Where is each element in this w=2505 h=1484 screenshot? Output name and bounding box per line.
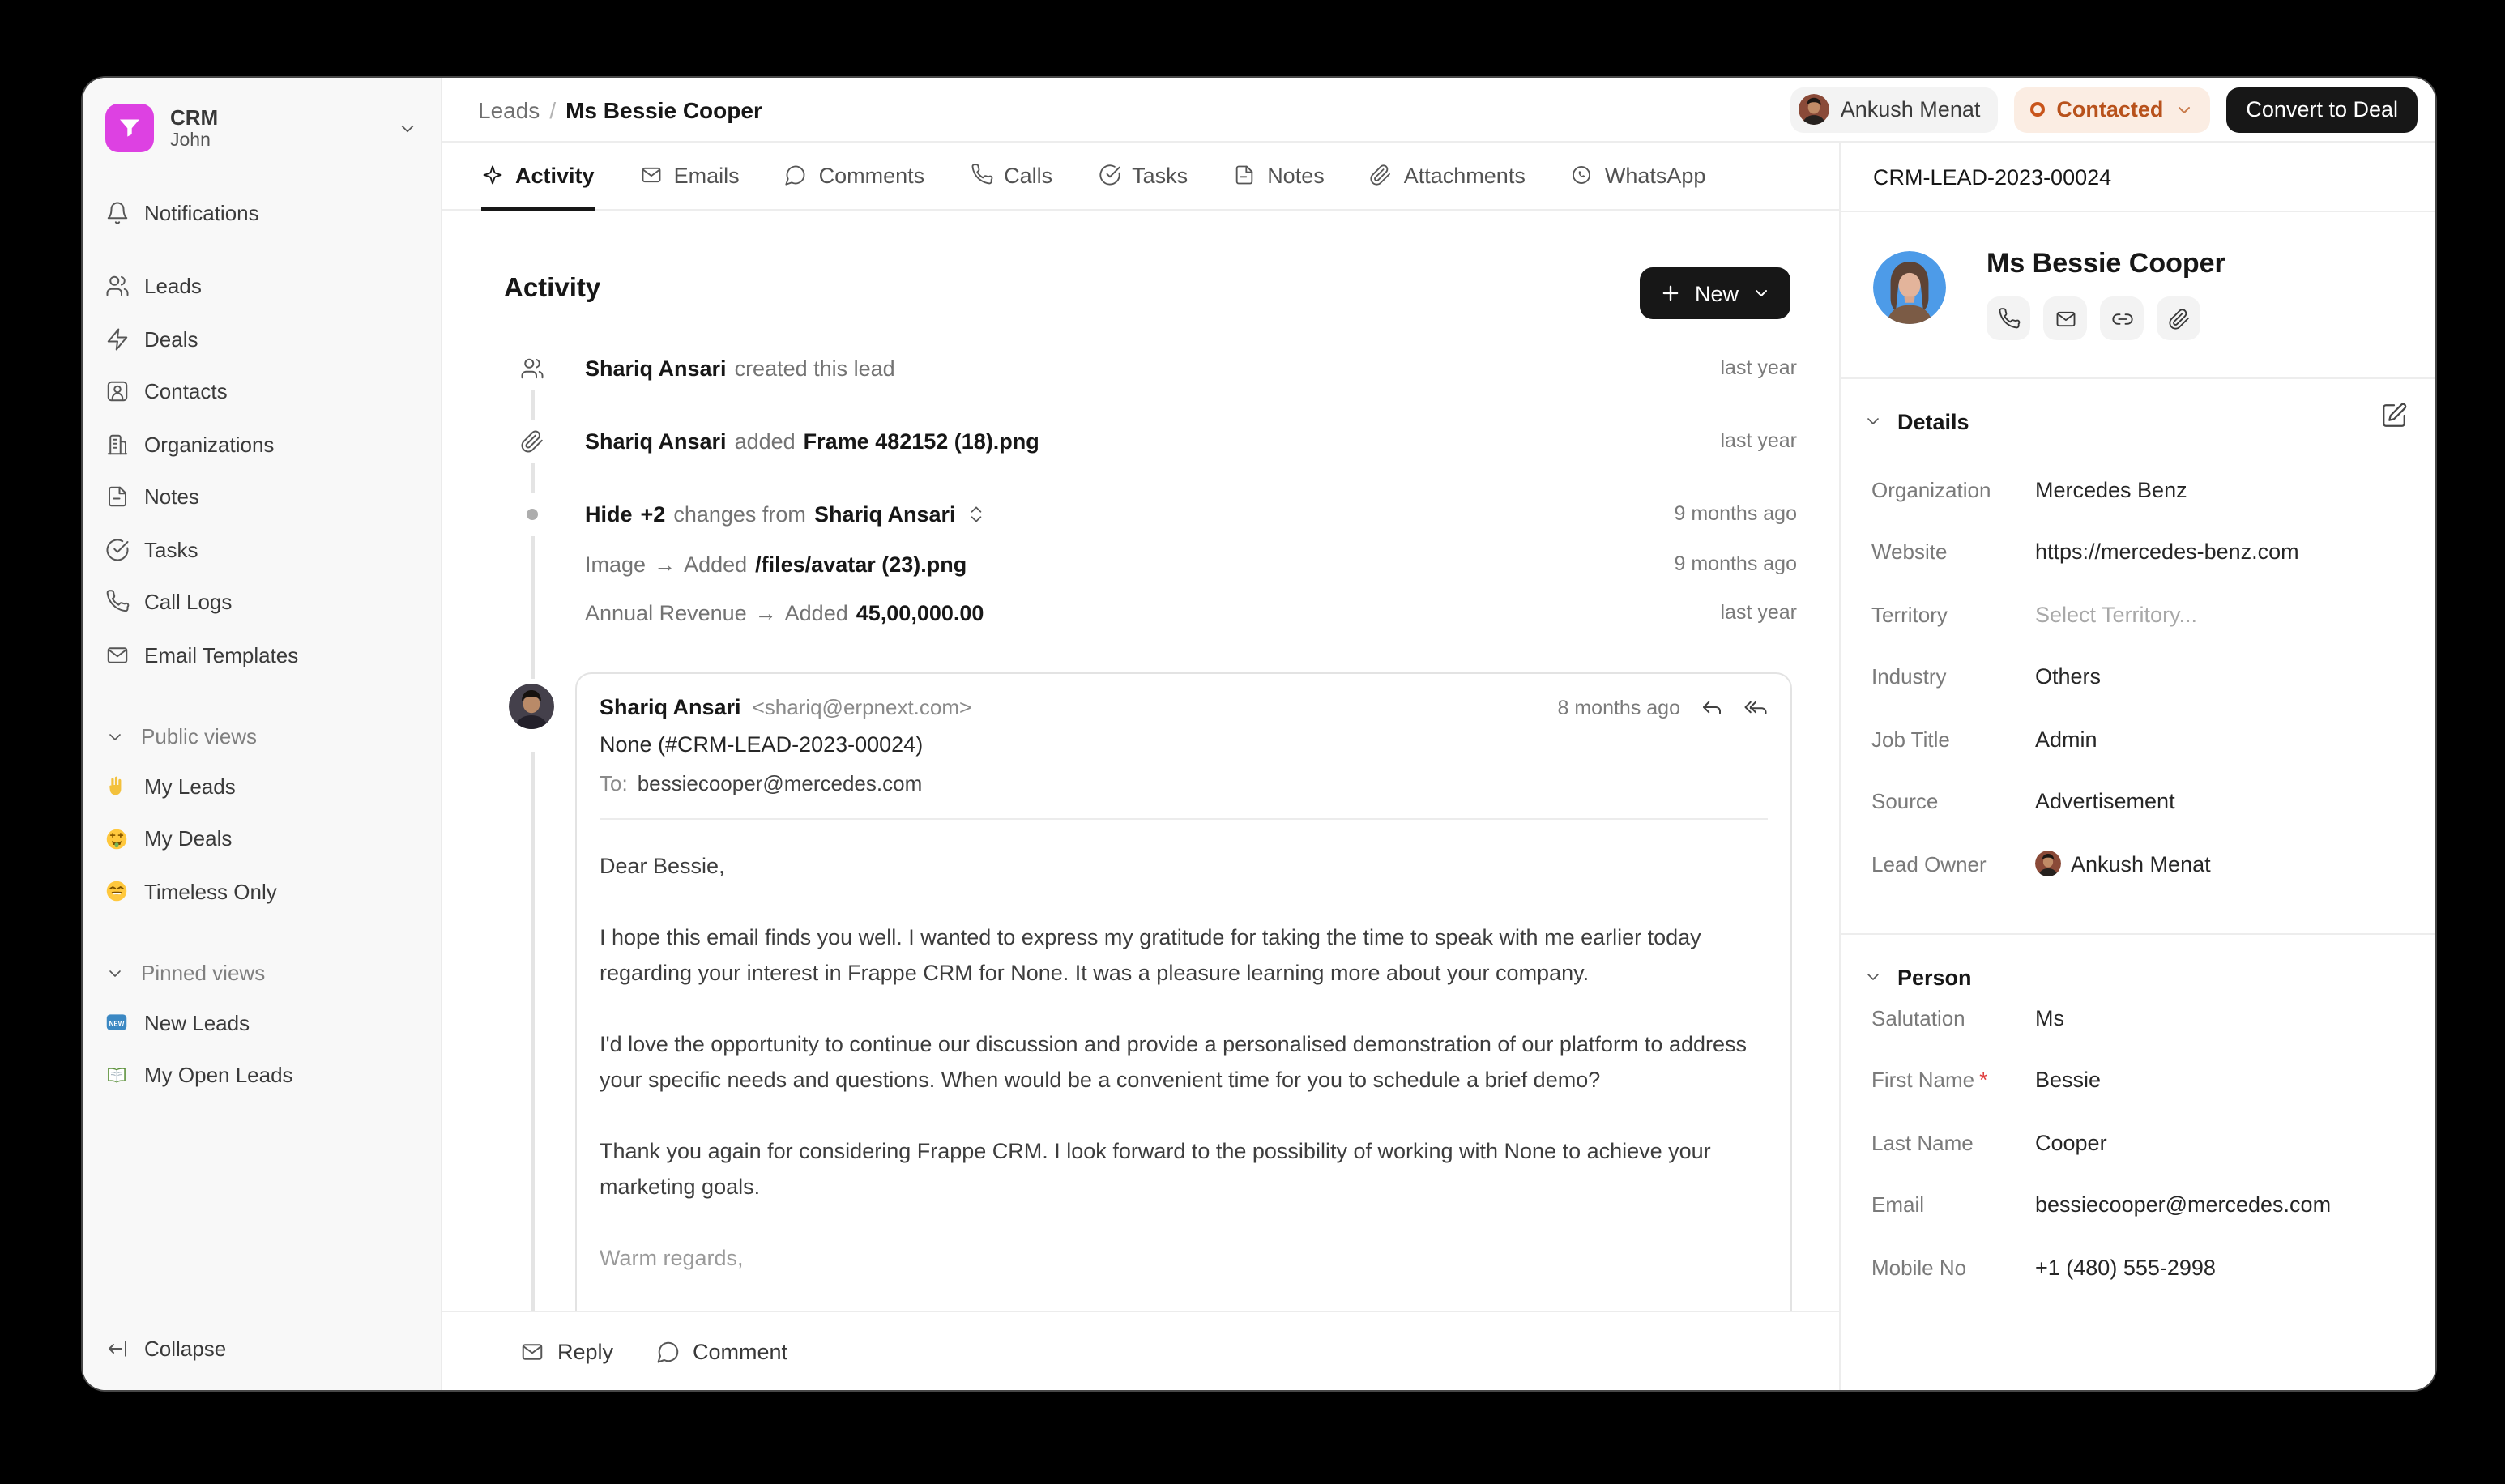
attachment-file-link[interactable]: Frame 482152 (18).png [803, 429, 1039, 453]
new-button-label: New [1694, 281, 1739, 305]
timeline-row-image-change [504, 541, 1797, 586]
sidebar-item-my-deals[interactable] [96, 817, 428, 860]
sidebar-item-notifications[interactable] [96, 191, 428, 235]
field-value[interactable]: Admin [2035, 727, 2097, 751]
chevron-down-icon [1752, 284, 1771, 303]
funnel-icon [115, 113, 144, 143]
tab-label: Notes [1267, 163, 1325, 187]
top-bar [442, 78, 2435, 143]
action-text: changes from [673, 501, 806, 526]
tab-label: WhatsApp [1604, 163, 1706, 187]
divider [1841, 377, 2435, 379]
avatar [509, 684, 554, 729]
public-views-header[interactable] [96, 719, 428, 754]
reply-all-icon[interactable] [1743, 695, 1768, 719]
field-value[interactable]: Others [2035, 663, 2102, 688]
money-face-emoji [105, 827, 128, 850]
field-value[interactable]: https://mercedes-benz.com [2035, 539, 2299, 563]
chevron-down-icon [105, 727, 125, 746]
hide-changes-toggle[interactable]: Hide [585, 501, 633, 526]
changes-count: +2 [640, 501, 666, 526]
timeline-row-created [504, 345, 1797, 390]
tab-attachments[interactable] [1370, 143, 1526, 211]
tab-label: Attachments [1403, 163, 1526, 187]
actor-name: Shariq Ansari [813, 501, 956, 526]
sidebar-item-label: New Leads [144, 1010, 250, 1034]
arrow-glyph: → [654, 552, 676, 576]
section-title: Details [1897, 409, 1969, 433]
email-to-value: bessiecooper@mercedes.com [637, 771, 923, 795]
tasks-icon [105, 537, 130, 561]
new-badge-emoji [105, 1011, 128, 1034]
new-button[interactable] [1640, 267, 1790, 319]
tab-label: Comments [818, 163, 925, 187]
field-placeholder[interactable]: Select Territory... [2035, 602, 2198, 626]
field-label: Last Name [1871, 1130, 1974, 1154]
tab-tasks[interactable] [1098, 143, 1188, 211]
composer-bar [442, 1311, 1839, 1390]
leads-icon [105, 274, 130, 298]
sidebar-item-label: Collapse [144, 1337, 227, 1361]
attachments-icon [1370, 164, 1393, 186]
action-text: Added [784, 600, 848, 625]
email-button[interactable] [2043, 296, 2087, 340]
email-paragraph: Dear Bessie, [600, 854, 725, 878]
edit-icon[interactable] [2380, 402, 2408, 429]
assignee-name: Ankush Menat [1840, 97, 1981, 122]
status-label: Contacted [2056, 97, 2164, 122]
rock-hand-emoji [105, 774, 128, 797]
sidebar-item-label: My Leads [144, 774, 236, 798]
chevron-down-icon [2174, 100, 2194, 119]
lead-details-panel [1839, 143, 2435, 1390]
field-value[interactable]: Bessie [2035, 1067, 2102, 1091]
status-ring-icon [2030, 102, 2045, 117]
email-paragraph: I'd love the opportunity to continue our discussion and provide a personalised demonstration of our platform to address your specific needs and questions. When would be a convenient time for you to schedule a brief demo? [600, 1031, 1747, 1092]
owner-name: Ankush Menat [2071, 851, 2211, 876]
app-name: CRM [170, 104, 219, 129]
timestamp: last year [1720, 356, 1797, 379]
timeline-connector [531, 390, 534, 420]
chevron-down-icon [1863, 412, 1883, 431]
tab-activity[interactable] [481, 143, 595, 211]
tab-whatsapp[interactable] [1571, 143, 1706, 211]
email-templates-icon [105, 642, 130, 667]
timeline-connector [531, 463, 534, 493]
divider [1841, 933, 2435, 935]
sidebar-item-call-logs[interactable] [96, 580, 428, 624]
app-window [83, 78, 2435, 1390]
sidebar-item-label: Timeless Only [144, 879, 277, 903]
tab-label: Activity [515, 163, 595, 187]
tab-comments[interactable] [785, 143, 925, 211]
field-label: Source [1871, 788, 1939, 812]
actor-name: Shariq Ansari [585, 429, 727, 453]
sidebar-item-label: Deals [144, 326, 198, 351]
field-label: Email [1871, 1192, 1925, 1216]
tab-label: Calls [1004, 163, 1053, 187]
comments-icon [785, 164, 808, 186]
link-button[interactable] [2100, 296, 2144, 340]
comment-icon [655, 1339, 680, 1363]
workspace-user: John [170, 130, 211, 150]
calls-icon [970, 164, 992, 186]
email-paragraph: Thank you again for considering Frappe CRM. I look forward to the possibility of working with None to achieve your marketing goals. [600, 1138, 1711, 1199]
notes-icon [1233, 164, 1256, 186]
deals-icon [105, 326, 130, 351]
plus-icon [1659, 282, 1682, 305]
person-row-mobile [1871, 1251, 2435, 1283]
paperclip-icon [2167, 307, 2190, 330]
detail-row-lead-owner [1871, 847, 2435, 880]
sidebar-item-deals[interactable] [96, 317, 428, 360]
field-value[interactable]: Cooper [2035, 1130, 2107, 1154]
organizations-icon [105, 432, 130, 456]
call-button[interactable] [1987, 296, 2030, 340]
sidebar-item-label: Call Logs [144, 590, 233, 614]
timeline-row-revenue-change [504, 590, 1797, 635]
timestamp: last year [1720, 429, 1797, 452]
field-name: Annual Revenue [585, 600, 747, 625]
breadcrumb [478, 96, 762, 122]
email-sender-name: Shariq Ansari [600, 695, 741, 719]
actor-name: Shariq Ansari [585, 356, 727, 380]
collapse-icon [105, 1337, 130, 1361]
email-timestamp: 8 months ago [1557, 696, 1680, 719]
section-title: Person [1897, 965, 1972, 989]
sidebar-item-label: Notifications [144, 201, 259, 225]
action-text: Added [684, 552, 748, 576]
lead-record-id[interactable]: CRM-LEAD-2023-00024 [1841, 143, 2435, 212]
crm-logo [105, 104, 154, 152]
sidebar-item-my-leads[interactable] [96, 764, 428, 808]
sidebar-item-new-leads[interactable] [96, 1000, 428, 1044]
convert-to-deal-button[interactable]: Convert to Deal [2226, 87, 2418, 132]
sidebar-item-label: My Open Leads [144, 1063, 293, 1087]
avatar [1799, 94, 1829, 125]
emails-icon [640, 164, 663, 186]
contacts-icon [105, 379, 130, 403]
sidebar-item-contacts[interactable] [96, 369, 428, 413]
person-row-first-name [1871, 1063, 2435, 1095]
leads-icon [520, 356, 544, 380]
person-row-email [1871, 1188, 2435, 1220]
sidebar-item-leads[interactable] [96, 264, 428, 308]
lead-name: Ms Bessie Cooper [1987, 248, 2225, 279]
comment-button[interactable] [655, 1339, 787, 1363]
sidebar-item-label: Tasks [144, 537, 198, 561]
sidebar-item-label: Leads [144, 274, 202, 298]
assignee-pill[interactable] [1790, 87, 1999, 132]
timeline-row-changes [504, 491, 1797, 536]
email-to-label: To: [600, 771, 628, 795]
sidebar-item-my-open-leads[interactable] [96, 1053, 428, 1097]
sidebar-item-tasks[interactable] [96, 527, 428, 571]
notes-icon [105, 484, 130, 509]
reply-button[interactable] [520, 1339, 613, 1363]
activity-icon [481, 164, 504, 186]
sidebar-item-label: Email Templates [144, 642, 299, 667]
envelope-icon [2054, 307, 2076, 330]
email-body [577, 820, 1790, 1277]
activity-feed [442, 211, 1839, 1311]
field-value[interactable] [2035, 851, 2435, 876]
svg-text:NEW: NEW [109, 1020, 125, 1028]
timestamp: 9 months ago [1674, 502, 1797, 525]
email-subject: None (#CRM-LEAD-2023-00024) [600, 732, 924, 757]
detail-row-territory [1871, 598, 2435, 630]
tab-calls[interactable] [970, 143, 1052, 211]
sidebar-item-label: Notes [144, 484, 199, 509]
tab-label: Tasks [1132, 163, 1188, 187]
section-title: Pinned views [141, 961, 266, 985]
field-label: First Name * [1871, 1067, 1988, 1091]
timestamp: last year [1720, 601, 1797, 624]
sidebar-item-notes[interactable] [96, 475, 428, 518]
paperclip-icon [520, 429, 544, 453]
field-value[interactable]: Mercedes Benz [2035, 477, 2187, 501]
detail-row-organization [1871, 473, 2435, 505]
field-value: /files/avatar (23).png [755, 552, 967, 576]
reply-label: Reply [557, 1339, 614, 1363]
email-sender-address: <shariq@erpnext.com> [752, 695, 972, 719]
tab-notes[interactable] [1233, 143, 1325, 211]
field-name: Image [585, 552, 647, 576]
envelope-icon [520, 1339, 544, 1363]
whatsapp-icon [1571, 164, 1594, 186]
breadcrumb-separator: / [549, 96, 557, 122]
pinned-views-header[interactable] [96, 955, 428, 991]
field-label: Job Title [1871, 727, 1950, 751]
field-label: Territory [1871, 602, 1948, 626]
field-value[interactable]: +1 (480) 555-2998 [2035, 1255, 2216, 1279]
chevron-down-icon [397, 117, 418, 139]
sidebar-item-organizations[interactable] [96, 422, 428, 466]
sidebar-item-timeless-only[interactable] [96, 869, 428, 913]
field-label: Website [1871, 539, 1948, 563]
tab-emails[interactable] [640, 143, 740, 211]
tasks-icon [1098, 164, 1120, 186]
lead-status-dropdown[interactable] [2014, 87, 2210, 132]
tab-bar [442, 143, 1839, 211]
field-label: Mobile No [1871, 1255, 1967, 1279]
timeline-connector [531, 752, 534, 1311]
laughing-emoji [105, 880, 128, 902]
field-label: Industry [1871, 663, 1947, 688]
sidebar-item-label: Contacts [144, 379, 228, 403]
details-section-header[interactable] [1863, 405, 1969, 437]
chevrons-up-down-icon[interactable] [966, 503, 987, 524]
email-card [575, 672, 1792, 1311]
arrow-glyph: → [754, 600, 777, 625]
dot-icon [527, 508, 538, 519]
call-logs-icon [105, 590, 130, 614]
section-title: Public views [141, 724, 258, 748]
chevron-down-icon [105, 963, 125, 983]
activity-heading: Activity [504, 274, 601, 303]
attach-button[interactable] [2157, 296, 2200, 340]
avatar [2035, 851, 2061, 876]
action-text: created this lead [734, 356, 895, 380]
sidebar-item-label: My Deals [144, 826, 233, 851]
field-value: 45,00,000.00 [856, 600, 984, 625]
detail-row-source [1871, 784, 2435, 817]
timestamp: 9 months ago [1674, 552, 1797, 575]
sidebar [83, 78, 442, 1390]
bell-icon [105, 201, 130, 225]
person-row-last-name [1871, 1126, 2435, 1158]
field-label: Lead Owner [1871, 851, 1987, 876]
sidebar-item-label: Organizations [144, 432, 275, 456]
breadcrumb-current: Ms Bessie Cooper [565, 96, 762, 122]
link-icon [2110, 307, 2133, 330]
chevron-down-icon [1863, 967, 1883, 987]
workspace-switcher[interactable] [96, 100, 428, 156]
email-paragraph: I hope this email finds you well. I wanted to express my gratitude for taking the time to speak with me earlier today regarding your interest in Frappe CRM for None. It was a pleasure learning more about your company. [600, 924, 1701, 985]
detail-row-industry [1871, 659, 2435, 692]
field-label: Salutation [1871, 1005, 1965, 1030]
quick-actions [1987, 296, 2200, 340]
comment-label: Comment [693, 1339, 788, 1363]
phone-icon [1997, 307, 2020, 330]
email-paragraph: Warm regards, [600, 1245, 744, 1269]
sidebar-collapse-button[interactable] [96, 1327, 428, 1371]
tab-label: Emails [673, 163, 740, 187]
timeline-row-attachment [504, 418, 1797, 463]
sidebar-item-email-templates[interactable] [96, 633, 428, 676]
detail-row-website [1871, 535, 2435, 567]
required-asterisk: * [1979, 1067, 1988, 1091]
reply-icon[interactable] [1700, 695, 1724, 719]
field-value[interactable]: Advertisement [2035, 788, 2175, 812]
action-text: added [734, 429, 796, 453]
detail-row-job-title [1871, 723, 2435, 755]
field-value[interactable]: bessiecooper@mercedes.com [2035, 1192, 2332, 1216]
open-book-emoji [105, 1064, 128, 1086]
field-label: Organization [1871, 477, 1991, 501]
person-section-header[interactable] [1863, 961, 1972, 993]
person-row-salutation [1871, 1001, 2435, 1034]
lead-avatar[interactable] [1873, 251, 1946, 324]
field-value[interactable]: Ms [2035, 1005, 2064, 1030]
breadcrumb-leads-link[interactable]: Leads [478, 96, 540, 122]
